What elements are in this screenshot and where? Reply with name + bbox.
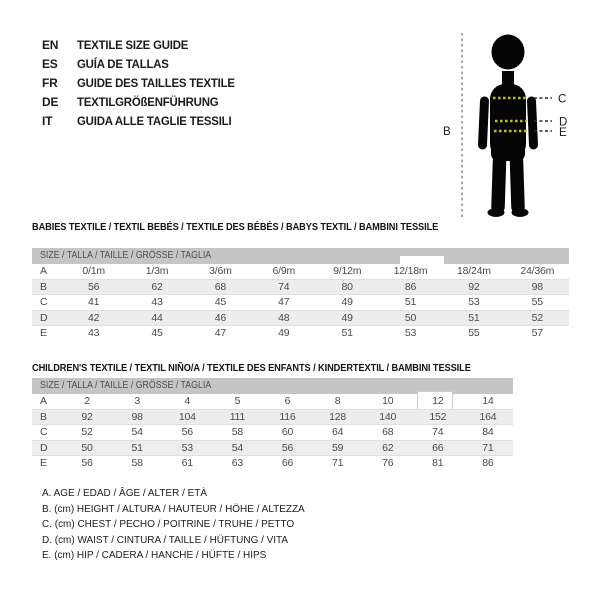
size-cell: 50 bbox=[81, 441, 93, 454]
size-cell: 45 bbox=[214, 296, 227, 308]
size-cell: 4 bbox=[184, 395, 191, 407]
size-cell: 0/1m bbox=[82, 265, 105, 277]
size-cell: 68 bbox=[214, 280, 227, 293]
row-label: D bbox=[40, 441, 48, 454]
size-cell: 47 bbox=[278, 296, 290, 308]
height-label: B bbox=[443, 126, 451, 138]
size-cell: 51 bbox=[468, 311, 480, 324]
legend-line-text: C. (cm) CHEST / PECHO / POITRINE / TRUHE / PETTO bbox=[42, 518, 295, 530]
row-label: E bbox=[40, 327, 48, 339]
legend-line-text: A. AGE / EDAD / ÂGE / ALTER / ETÀ bbox=[42, 487, 208, 499]
size-table-row-A bbox=[32, 394, 513, 409]
size-cell: 58 bbox=[131, 457, 143, 469]
size-cell: 98 bbox=[531, 280, 543, 293]
legend-line bbox=[42, 517, 319, 533]
size-cell: 64 bbox=[331, 426, 344, 438]
legend-line bbox=[42, 533, 319, 549]
hip-label: E bbox=[559, 127, 567, 139]
size-cell: 18/24m bbox=[457, 265, 491, 277]
language-row bbox=[42, 55, 243, 74]
size-cell: 98 bbox=[131, 410, 143, 423]
language-code: FR bbox=[42, 76, 58, 90]
language-row bbox=[42, 74, 243, 93]
size-cell: 44 bbox=[151, 311, 163, 324]
language-code: ES bbox=[42, 57, 58, 71]
babies-size-header-bar bbox=[32, 248, 569, 264]
size-cell: 46 bbox=[214, 311, 227, 324]
language-title: TEXTILGRÖßENFÜHRUNG bbox=[77, 95, 219, 109]
size-cell: 49 bbox=[341, 311, 353, 324]
size-cell: 50 bbox=[404, 311, 417, 324]
size-cell: 74 bbox=[432, 426, 444, 438]
language-list bbox=[42, 36, 243, 131]
size-cell: 116 bbox=[279, 410, 296, 423]
size-cell: 66 bbox=[432, 441, 444, 454]
size-table-row-E bbox=[32, 325, 569, 341]
size-cell: 60 bbox=[281, 426, 294, 438]
legend-line bbox=[42, 502, 319, 518]
size-cell: 51 bbox=[131, 441, 143, 454]
size-cell: 43 bbox=[151, 296, 163, 308]
row-label: C bbox=[40, 426, 48, 438]
size-cell: 80 bbox=[341, 280, 353, 293]
language-row bbox=[42, 93, 243, 112]
size-cell: 57 bbox=[531, 327, 543, 339]
size-cell: 52 bbox=[531, 311, 543, 324]
size-cell: 5 bbox=[234, 395, 241, 407]
size-cell: 111 bbox=[229, 410, 246, 423]
size-cell: 152 bbox=[429, 410, 447, 423]
babies-section-title bbox=[32, 221, 494, 233]
size-cell: 47 bbox=[214, 327, 227, 339]
row-label: A bbox=[40, 265, 48, 277]
size-cell: 52 bbox=[81, 426, 93, 438]
size-cell: 86 bbox=[482, 457, 494, 469]
size-cell: 6 bbox=[284, 395, 291, 407]
child-figure-diagram bbox=[440, 15, 590, 225]
size-cell: 1/3m bbox=[145, 265, 169, 277]
size-cell: 56 bbox=[181, 426, 193, 438]
size-cell: 53 bbox=[468, 296, 480, 308]
size-table-row-C bbox=[32, 424, 513, 440]
child-silhouette-icon bbox=[483, 35, 534, 218]
size-cell: 164 bbox=[479, 410, 497, 423]
legend-line-text: B. (cm) HEIGHT / ALTURA / HAUTEUR / HÖHE / ALTEZZA bbox=[42, 502, 305, 515]
size-cell: 14 bbox=[482, 395, 494, 407]
size-cell: 86 bbox=[404, 280, 417, 293]
language-code: DE bbox=[42, 95, 59, 109]
size-cell: 68 bbox=[382, 426, 394, 438]
children-size-header-text: SIZE / TALLA / TAILLE / GRÖSSE / TAGLIA bbox=[40, 380, 212, 391]
size-table-row-E bbox=[32, 455, 513, 471]
size-cell: 54 bbox=[231, 441, 244, 454]
size-cell: 56 bbox=[281, 441, 294, 454]
size-cell: 48 bbox=[278, 311, 290, 324]
language-title: GUÍA DE TALLAS bbox=[77, 57, 169, 71]
size-cell: 53 bbox=[181, 441, 193, 454]
size-cell: 53 bbox=[404, 327, 417, 339]
size-cell: 62 bbox=[382, 441, 394, 454]
language-title: GUIDA ALLE TAGLIE TESSILI bbox=[77, 114, 232, 128]
size-cell: 104 bbox=[178, 410, 196, 423]
language-code: IT bbox=[42, 114, 53, 128]
size-table-row-D bbox=[32, 440, 513, 456]
children-section-title bbox=[32, 362, 531, 374]
size-cell: 55 bbox=[468, 327, 480, 339]
size-cell: 49 bbox=[278, 327, 290, 339]
size-cell: 54 bbox=[131, 426, 143, 438]
size-cell: 41 bbox=[88, 296, 100, 308]
language-row bbox=[42, 112, 243, 131]
size-cell: 58 bbox=[231, 426, 244, 438]
legend-line-text: D. (cm) WAIST / CINTURA / TAILLE / HÜFTUNG / VITA bbox=[42, 533, 289, 546]
babies-table-rows bbox=[32, 264, 569, 341]
size-table-row-A bbox=[32, 264, 569, 279]
size-cell: 43 bbox=[88, 327, 100, 339]
size-cell: 9/12m bbox=[333, 265, 362, 277]
size-cell: 51 bbox=[404, 296, 417, 308]
size-cell: 76 bbox=[382, 457, 394, 469]
size-cell: 56 bbox=[81, 457, 93, 469]
size-cell: 66 bbox=[281, 457, 294, 469]
size-cell: 51 bbox=[341, 327, 353, 339]
language-title: GUIDE DES TAILLES TEXTILE bbox=[77, 76, 235, 90]
size-cell: 6/9m bbox=[272, 265, 296, 277]
children-table-rows bbox=[32, 394, 513, 471]
size-cell: 81 bbox=[432, 457, 444, 469]
row-label: C bbox=[40, 296, 48, 308]
size-cell: 92 bbox=[468, 280, 480, 293]
babies-size-table bbox=[32, 248, 569, 341]
babies-size-header-text: SIZE / TALLA / TAILLE / GRÖSSE / TAGLIA bbox=[40, 250, 212, 261]
size-cell: 45 bbox=[151, 327, 163, 339]
waist-label: D bbox=[559, 116, 568, 129]
size-table-row-B bbox=[32, 279, 569, 295]
size-cell: 3/6m bbox=[209, 265, 232, 277]
size-cell: 12 bbox=[432, 395, 444, 407]
size-cell: 59 bbox=[331, 441, 344, 454]
size-table-row-B bbox=[32, 409, 513, 425]
size-cell: 8 bbox=[334, 395, 341, 407]
row-label: D bbox=[40, 311, 48, 324]
row-label: E bbox=[40, 457, 48, 469]
language-row bbox=[42, 36, 243, 55]
size-cell: 92 bbox=[81, 410, 93, 423]
size-cell: 2 bbox=[84, 395, 90, 407]
row-label: B bbox=[40, 410, 48, 423]
babies-highlight-box bbox=[400, 256, 444, 264]
size-cell: 128 bbox=[329, 410, 347, 423]
size-cell: 62 bbox=[151, 280, 163, 293]
language-title: TEXTILE SIZE GUIDE bbox=[77, 38, 189, 52]
size-table-row-C bbox=[32, 294, 569, 310]
chest-label: C bbox=[558, 93, 567, 106]
size-cell: 24/36m bbox=[520, 265, 555, 277]
legend-line-text: E. (cm) HIP / CADERA / HANCHE / HÜFTE / HIPS bbox=[42, 549, 267, 561]
size-cell: 84 bbox=[482, 426, 494, 438]
language-code: EN bbox=[42, 38, 59, 52]
size-cell: 140 bbox=[379, 410, 397, 423]
size-cell: 42 bbox=[88, 311, 100, 324]
row-label: A bbox=[40, 395, 48, 407]
size-cell: 71 bbox=[482, 441, 494, 454]
size-cell: 10 bbox=[382, 395, 394, 407]
size-table-row-D bbox=[32, 310, 569, 326]
row-label: B bbox=[40, 280, 48, 293]
size-cell: 71 bbox=[331, 457, 344, 469]
size-cell: 63 bbox=[231, 457, 244, 469]
size-cell: 12/18m bbox=[393, 265, 428, 277]
children-section-title-text: CHILDREN'S TEXTILE / TEXTIL NIÑO/A / TEXTILE DES ENFANTS / KINDERTEXTIL / BAMBINI TESSILE bbox=[32, 362, 471, 374]
legend-line bbox=[42, 548, 319, 564]
children-size-table bbox=[32, 378, 513, 471]
size-cell: 49 bbox=[341, 296, 353, 308]
legend-list bbox=[42, 486, 319, 564]
size-cell: 56 bbox=[88, 280, 100, 293]
size-cell: 61 bbox=[181, 457, 193, 469]
babies-section-title-text: BABIES TEXTILE / TEXTIL BEBÉS / TEXTILE DES BÉBÉS / BABYS TEXTIL / BAMBINI TESSILE bbox=[32, 221, 439, 233]
legend-line bbox=[42, 486, 319, 502]
size-cell: 55 bbox=[531, 296, 543, 308]
size-cell: 74 bbox=[278, 280, 290, 293]
size-cell: 3 bbox=[134, 395, 140, 407]
